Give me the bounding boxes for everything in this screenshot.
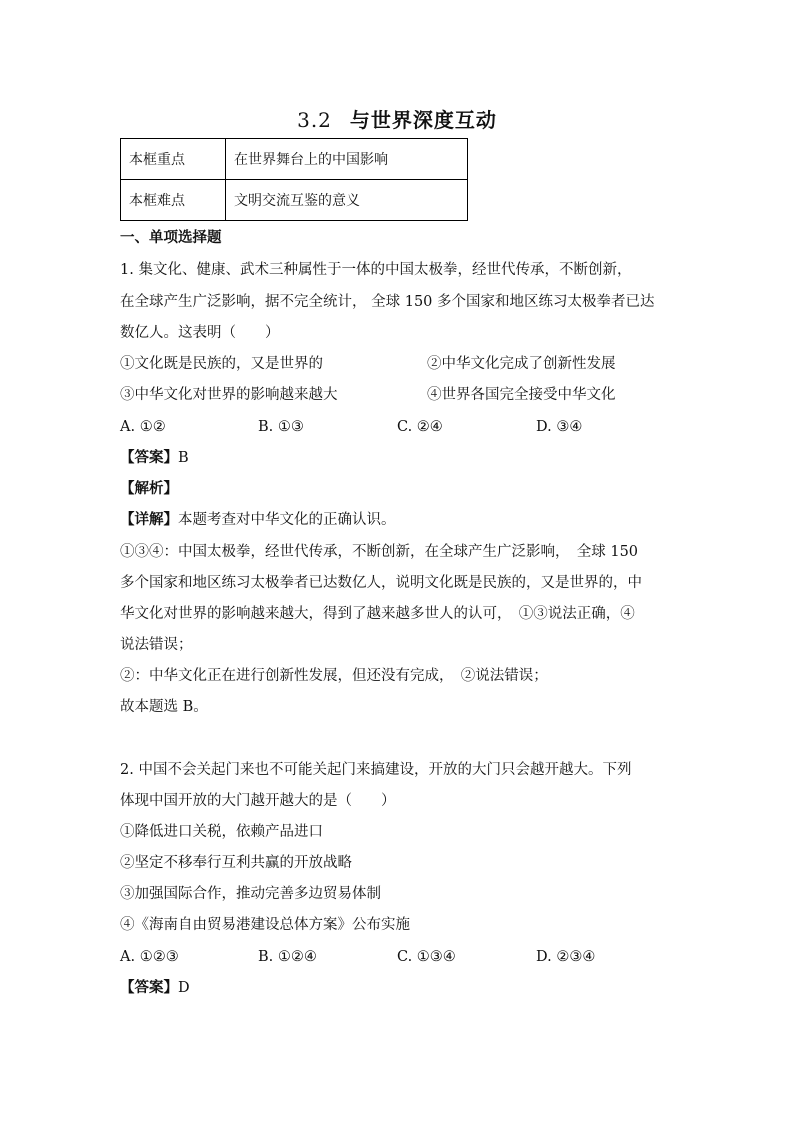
q1-option-a: A. ①② xyxy=(120,419,166,435)
q1-detail-line: ②：中华文化正在进行创新性发展，但还没有完成， ②说法错误； xyxy=(120,668,548,684)
q2-statement: ①降低进口关税，依赖产品进口 xyxy=(120,824,323,840)
q2-option-d: D. ②③④ xyxy=(536,949,596,965)
table-row xyxy=(121,180,468,221)
q1-detail-line: 故本题选 B。 xyxy=(120,699,208,715)
q1-detail-line: ①③④：中国太极拳，经世代传承，不断创新，在全球产生广泛影响， 全球 150 xyxy=(120,544,639,560)
q1-stem-line: 在全球产生广泛影响，据不完全统计， 全球 150 多个国家和地区练习太极拳者已达 xyxy=(120,294,655,310)
q2-stem-line: 体现中国开放的大门越开越大的是（ ） xyxy=(120,793,396,809)
q1-detail-line: 说法错误； xyxy=(120,637,193,653)
table-value: 文明交流互鉴的意义 xyxy=(226,180,468,221)
page-title xyxy=(0,104,794,133)
q1-detail-heading xyxy=(120,510,396,530)
table-row xyxy=(121,139,468,180)
table-key: 本框重点 xyxy=(121,139,226,180)
q1-statement: ②中华文化完成了创新性发展 xyxy=(427,356,616,372)
section-number: 3.2 xyxy=(297,108,332,132)
q1-option-c: C. ②④ xyxy=(397,419,443,435)
q2-answer: 【答案】D xyxy=(120,979,190,996)
q1-detail-intro: 本题考查对中华文化的正确认识。 xyxy=(178,512,396,528)
q2-statement: ③加强国际合作，推动完善多边贸易体制 xyxy=(120,886,381,902)
q2-option-a: A. ①②③ xyxy=(120,949,179,965)
q1-answer: 【答案】B xyxy=(120,449,189,466)
q1-statement: ③中华文化对世界的影响越来越大 xyxy=(120,387,338,403)
focus-table xyxy=(120,138,468,221)
q1-statement: ①文化既是民族的，又是世界的 xyxy=(120,356,323,372)
title-text: 与世界深度互动 xyxy=(349,108,497,132)
q1-detail-line: 多个国家和地区练习太极拳者已达数亿人，说明文化既是民族的，又是世界的，中 xyxy=(120,575,642,591)
table-key: 本框难点 xyxy=(121,180,226,221)
q1-stem-line: 1. 集文化、健康、武术三种属性于一体的中国太极拳，经世代传承，不断创新， xyxy=(120,262,632,278)
q1-detail-line: 华文化对世界的影响越来越大，得到了越来越多世人的认可， ①③说法正确，④ xyxy=(120,606,635,622)
q2-stem-line: 2. 中国不会关起门来也不可能关起门来搞建设，开放的大门只会越开越大。下列 xyxy=(120,762,632,778)
q2-option-c: C. ①③④ xyxy=(397,949,456,965)
q2-statement: ②坚定不移奉行互利共赢的开放战略 xyxy=(120,855,352,871)
q1-option-d: D. ③④ xyxy=(536,419,583,435)
q2-statement: ④《海南自由贸易港建设总体方案》公布实施 xyxy=(120,917,410,933)
q1-statement: ④世界各国完全接受中华文化 xyxy=(427,387,616,403)
q2-option-b: B. ①②④ xyxy=(258,949,317,965)
q1-analysis-label: 【解析】 xyxy=(120,480,178,497)
section-heading: 一、单项选择题 xyxy=(120,229,222,246)
q1-detail-label: 【详解】 xyxy=(120,511,178,528)
q1-option-b: B. ①③ xyxy=(258,419,304,435)
q1-stem-line: 数亿人。这表明（ ） xyxy=(120,325,280,341)
table-value: 在世界舞台上的中国影响 xyxy=(226,139,468,180)
